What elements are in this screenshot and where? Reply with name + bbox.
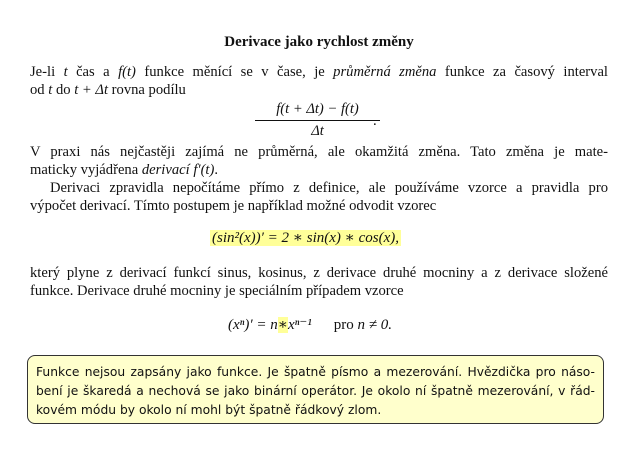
text: od [30,82,49,98]
difference-quotient-fraction [255,101,380,140]
math-t-plus-dt: t + Δt [74,82,109,98]
math-t: t [63,64,68,80]
paragraph-3-line-1: Derivaci zpravidla nepočítáme přímo z definice, ale používáme vzorce a pravidla pro [50,180,608,196]
section-title: Derivace jako rychlost změny [224,34,414,50]
text: . [214,162,219,178]
equation-power-rule [228,315,392,334]
math-derivative: f′(t) [193,162,215,178]
text: rovna podílu [108,82,186,98]
equation-sin-squared [210,228,401,247]
note-box [27,355,604,424]
fraction-numerator: f(t + Δt) − f(t) [255,101,380,121]
equation-rhs: xⁿ⁻¹ [287,317,312,333]
asterisk-highlight: ∗ [277,317,288,333]
fraction-denominator: Δt [311,123,324,139]
text: čas a [67,64,119,80]
note-line-3: kovém módu by okolo ní mohl být špatně řádkový zlom. [36,403,382,417]
math-ft: f(t) [118,64,136,80]
math-t: t [48,82,53,98]
emphasis-prumerna-zmena: průměrná změna [333,64,437,80]
paragraph-3-line-2: výpočet derivací. Tímto postupem je například možné odvodit vzorec [30,198,437,214]
text: maticky vyjádřena [30,162,142,178]
fraction-period: . [373,113,377,129]
paragraph-4-line-2: funkce. Derivace druhé mocniny je speciálním případem vzorce [30,283,404,299]
condition-text: pro [333,317,354,333]
paragraph-4-line-1: který plyne z derivací funkcí sinus, kosinus, z derivace druhé mocniny a z derivace složené [30,265,608,281]
text: funkce měnící se v čase, je [135,64,334,80]
note-line-2: bení je škaredá a nechová se jako binární operátor. Je okolo ní špatně mezerování, v řád- [36,384,595,398]
paragraph-1-line-2 [30,81,608,99]
paragraph-1-line-1 [30,63,608,81]
text: funkce za časový interval [436,64,608,80]
text: do [52,82,75,98]
text: Je-li [30,64,64,80]
condition-math: n ≠ 0. [357,317,393,333]
paragraph-2-line-2 [30,161,608,179]
emphasis-derivaci: derivací [141,162,190,178]
note-line-1: Funkce nejsou zapsány jako funkce. Je špatně písmo a mezerování. Hvězdička pro náso- [36,365,595,379]
paragraph-2-line-1: V praxi nás nejčastěji zajímá ne průměrná, ale okamžitá změna. Tato změna je mate- [30,144,608,160]
equation-highlight: (sin²(x))′ = 2 ∗ sin(x) ∗ cos(x), [212,230,399,246]
equation-lhs: (xⁿ)′ = n [228,317,278,333]
